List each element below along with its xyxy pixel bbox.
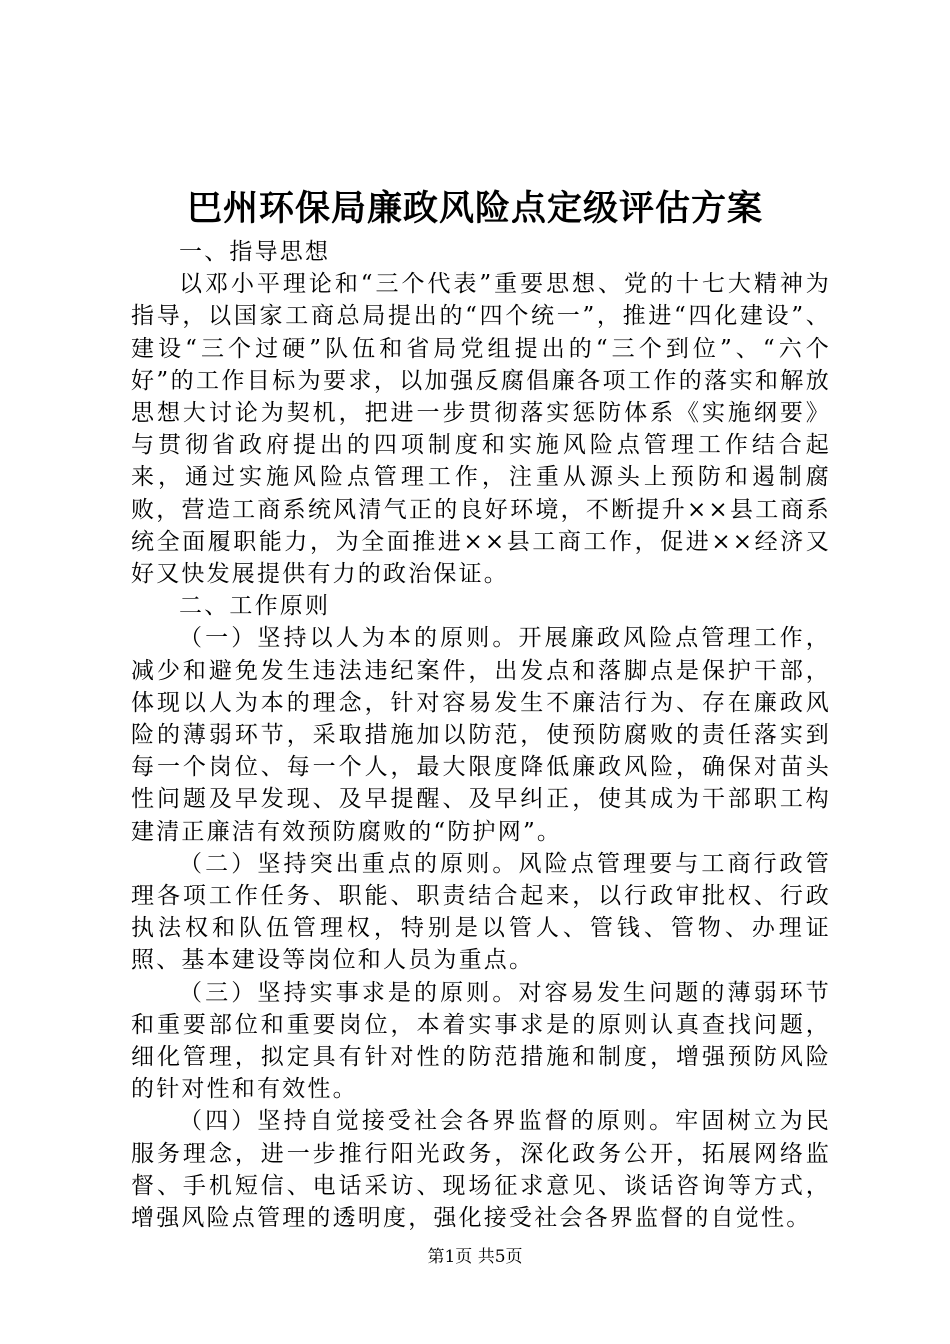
- document-body: [131, 236, 831, 1234]
- section-heading-guiding-ideology: 一、指导思想: [179, 239, 331, 265]
- paragraph-principle-public-supervision: （四）坚持自觉接受社会各界监督的原则。牢固树立为民服务理念，进一步推行阳光政务，深化政务公开，拓展网络监督、手机短信、电话采访、现场征求意见、谈话咨询等方式，增强风险点管理的透明度，强化接受社会各界监督的自觉性。: [131, 1108, 831, 1232]
- document-title: 巴州环保局廉政风险点定级评估方案: [186, 189, 763, 229]
- paragraph-principle-people-oriented: （一）坚持以人为本的原则。开展廉政风险点管理工作，减少和避免发生违法违纪案件，出发点和落脚点是保护干部，体现以人为本的理念，针对容易发生不廉洁行为、存在廉政风险的薄弱环节，采取措施加以防范，使预防腐败的责任落实到每一个岗位、每一个人，最大限度降低廉政风险，确保对苗头性问题及早发现、及早提醒、及早纠正，使其成为干部职工构建清正廉洁有效预防腐败的“防护网”。: [131, 625, 831, 845]
- paragraph-principle-seek-truth: （三）坚持实事求是的原则。对容易发生问题的薄弱环节和重要部位和重要岗位，本着实事求是的原则认真查找问题，细化管理，拟定具有针对性的防范措施和制度，增强预防风险的针对性和有效性。: [131, 979, 831, 1103]
- page-number-footer: 第1页 共5页: [427, 1247, 523, 1267]
- paragraph-guiding-ideology: 以邓小平理论和“三个代表”重要思想、党的十七大精神为指导，以国家工商总局提出的“四个统一”，推进“四化建设”、建设“三个过硬”队伍和省局党组提出的“三个到位”、“六个好”的工作目标为要求，以加强反腐倡廉各项工作的落实和解放思想大讨论为契机，把进一步贯彻落实惩防体系《实施纲要》与贯彻省政府提出的四项制度和实施风险点管理工作结合起来，通过实施风险点管理工作，注重从源头上预防和遏制腐败，营造工商系统风清气正的良好环境，不断提升××县工商系统全面履职能力，为全面推进××县工商工作，促进××经济又好又快发展提供有力的政治保证。: [131, 271, 831, 588]
- paragraph-principle-key-points: （二）坚持突出重点的原则。风险点管理要与工商行政管理各项工作任务、职能、职责结合起来，以行政审批权、行政执法权和队伍管理权，特别是以管人、管钱、管物、办理证照、基本建设等岗位和人员为重点。: [131, 850, 831, 974]
- section-heading-work-principles: 二、工作原则: [179, 593, 331, 620]
